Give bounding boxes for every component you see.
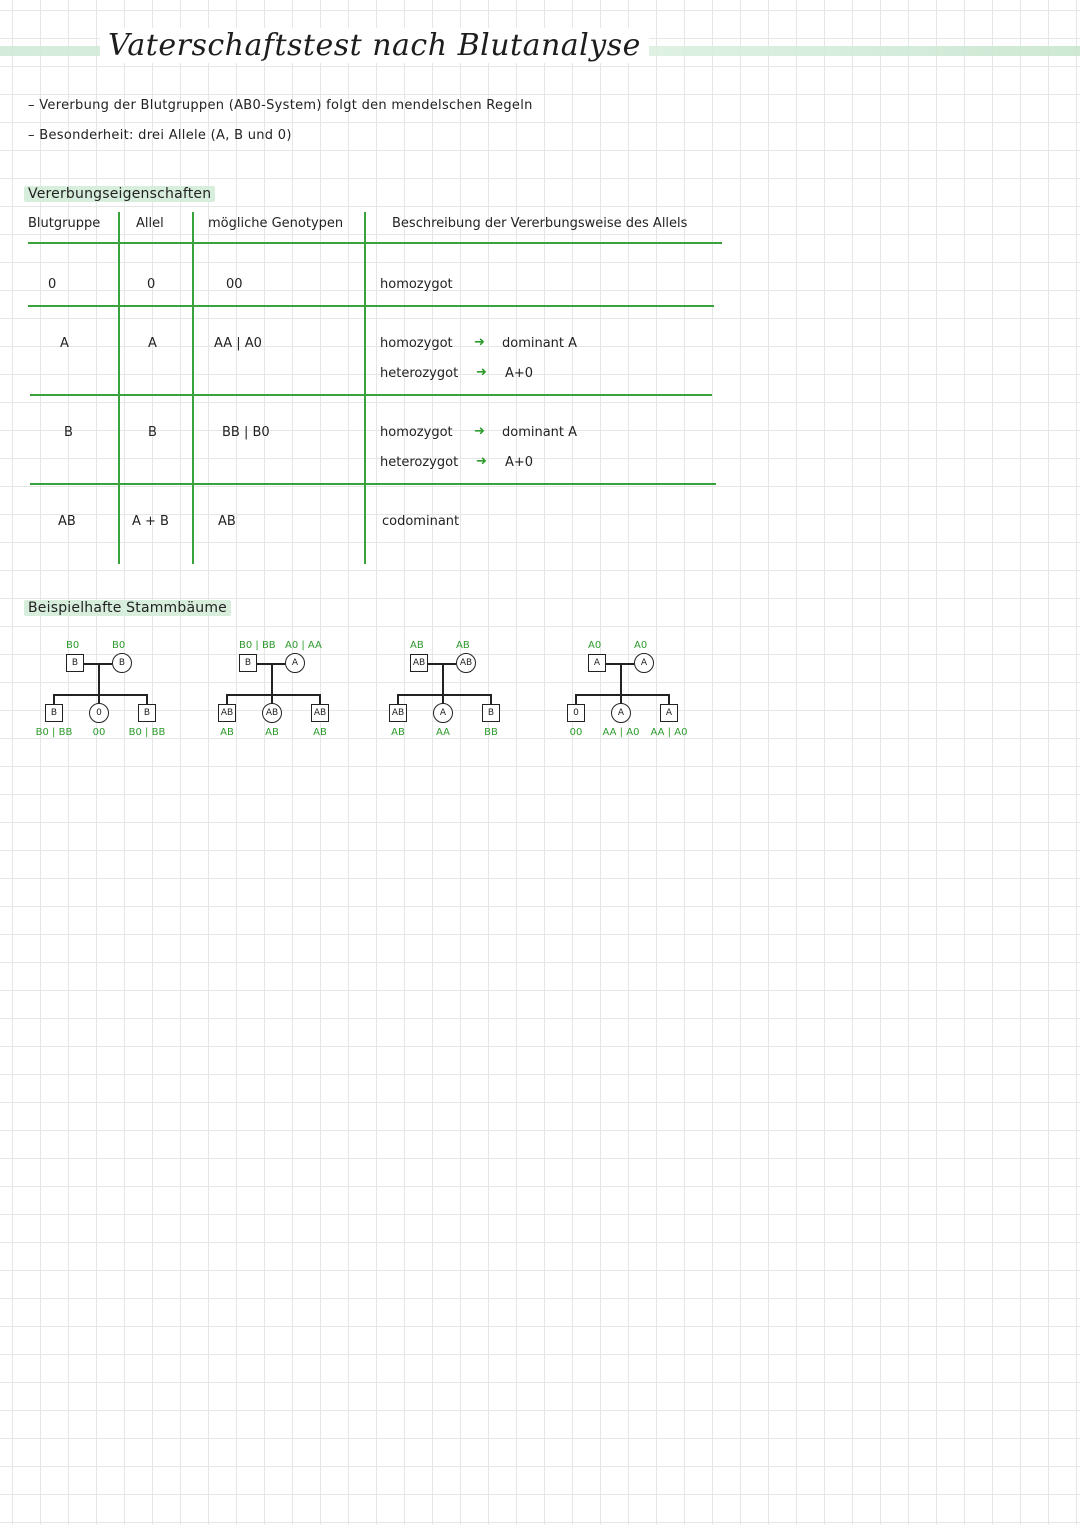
- sibship-line: [397, 694, 491, 696]
- section-heading-stammbaeume: [24, 600, 231, 616]
- row-1-genotyp: AA | A0: [214, 336, 262, 351]
- bullet-2-text: Besonderheit: drei Allele (A, B und 0): [39, 128, 292, 143]
- row-3-genotyp: AB: [218, 514, 236, 529]
- child-1-genotype: AB: [220, 727, 234, 738]
- child-3-square: A: [660, 704, 678, 722]
- table-hline-header: [28, 242, 722, 244]
- section-heading-vererbung: [24, 186, 215, 202]
- mother-symbol: A: [285, 653, 305, 673]
- child-1-square: 0: [567, 704, 585, 722]
- child-3-square: B: [482, 704, 500, 722]
- child-1-square: AB: [389, 704, 407, 722]
- sibship-line: [575, 694, 669, 696]
- table-vline-3: [364, 212, 366, 564]
- header-blutgruppe: Blutgruppe: [28, 216, 101, 231]
- row-2-desc-2-result: A+0: [505, 455, 534, 470]
- child-3-square: AB: [311, 704, 329, 722]
- descent-line: [442, 663, 444, 695]
- father-symbol: B: [239, 654, 257, 672]
- sibship-line: [53, 694, 147, 696]
- child-line: [397, 694, 399, 704]
- row-2-blutgruppe: B: [64, 425, 73, 440]
- bullet-1-text: Vererbung der Blutgruppen (AB0-System) folgt den mendelschen Regeln: [39, 98, 533, 113]
- arrow-icon: ➜: [474, 335, 485, 350]
- row-0-genotyp: 00: [226, 277, 243, 292]
- child-1-square: AB: [218, 704, 236, 722]
- descent-line: [98, 663, 100, 695]
- mother-symbol: B: [112, 653, 132, 673]
- arrow-icon: ➜: [474, 424, 485, 439]
- child-3-genotype: AA | A0: [650, 727, 688, 738]
- bullet-1: – Vererbung der Blutgruppen (AB0-System) folgt den mendelschen Regeln: [28, 98, 533, 113]
- father-genotype: B0 | BB: [239, 640, 276, 651]
- section-heading-vererbung-text: Vererbungseigenschaften: [24, 186, 215, 202]
- row-1-blutgruppe: A: [60, 336, 69, 351]
- father-genotype: AB: [410, 640, 424, 651]
- mother-symbol: A: [634, 653, 654, 673]
- row-1-desc-1: homozygot: [380, 336, 453, 351]
- descent-line: [620, 663, 622, 695]
- header-beschreibung: Beschreibung der Vererbungsweise des Allels: [392, 216, 688, 231]
- arrow-icon: ➜: [476, 454, 487, 469]
- child-2-circle: 0: [89, 703, 109, 723]
- child-line: [146, 694, 148, 704]
- arrow-icon: ➜: [476, 365, 487, 380]
- child-1-genotype: 00: [569, 727, 583, 738]
- row-2-desc-1: homozygot: [380, 425, 453, 440]
- child-1-genotype: B0 | BB: [35, 727, 73, 738]
- page-title: Vaterschaftstest nach Blutanalyse: [100, 28, 649, 63]
- mother-genotype: B0: [112, 640, 126, 651]
- row-2-allel: B: [148, 425, 157, 440]
- table-hline-3: [30, 483, 716, 485]
- child-2-circle: A: [611, 703, 631, 723]
- table-hline-1: [28, 305, 714, 307]
- row-1-allel: A: [148, 336, 157, 351]
- child-3-square: B: [138, 704, 156, 722]
- table-vline-1: [118, 212, 120, 564]
- row-0-desc-1: homozygot: [380, 277, 453, 292]
- child-2-circle: AB: [262, 703, 282, 723]
- sibship-line: [226, 694, 320, 696]
- row-2-desc-2: heterozygot: [380, 455, 459, 470]
- child-1-square: B: [45, 704, 63, 722]
- descent-line: [271, 663, 273, 695]
- father-genotype: A0: [588, 640, 602, 651]
- child-line: [490, 694, 492, 704]
- header-genotypen: mögliche Genotypen: [208, 216, 344, 231]
- child-3-genotype: AB: [313, 727, 327, 738]
- row-0-blutgruppe: 0: [48, 277, 57, 292]
- child-line: [319, 694, 321, 704]
- child-2-genotype: AA | A0: [602, 727, 640, 738]
- child-line: [575, 694, 577, 704]
- row-2-desc-1-result: dominant A: [502, 425, 578, 440]
- father-symbol: AB: [410, 654, 428, 672]
- row-3-allel: A + B: [132, 514, 169, 529]
- row-0-allel: 0: [147, 277, 156, 292]
- father-genotype: B0: [66, 640, 80, 651]
- mother-genotype: A0 | AA: [285, 640, 322, 651]
- child-3-genotype: B0 | BB: [128, 727, 166, 738]
- row-1-desc-2-result: A+0: [505, 366, 534, 381]
- mother-symbol: AB: [456, 653, 476, 673]
- bullet-2: – Besonderheit: drei Allele (A, B und 0): [28, 128, 292, 143]
- mother-genotype: AB: [456, 640, 470, 651]
- child-line: [53, 694, 55, 704]
- table-vline-2: [192, 212, 194, 564]
- header-allel: Allel: [136, 216, 164, 231]
- section-heading-stammbaeume-text: Beispielhafte Stammbäume: [24, 600, 231, 616]
- child-line: [226, 694, 228, 704]
- row-2-genotyp: BB | B0: [222, 425, 270, 440]
- row-1-desc-2: heterozygot: [380, 366, 459, 381]
- row-3-blutgruppe: AB: [58, 514, 76, 529]
- child-3-genotype: BB: [484, 727, 498, 738]
- child-2-circle: A: [433, 703, 453, 723]
- child-2-genotype: 00: [92, 727, 106, 738]
- row-1-desc-1-result: dominant A: [502, 336, 578, 351]
- father-symbol: A: [588, 654, 606, 672]
- child-1-genotype: AB: [391, 727, 405, 738]
- mother-genotype: A0: [634, 640, 648, 651]
- child-2-genotype: AB: [265, 727, 279, 738]
- father-symbol: B: [66, 654, 84, 672]
- child-line: [668, 694, 670, 704]
- child-2-genotype: AA: [436, 727, 450, 738]
- row-3-desc-1: codominant: [382, 514, 460, 529]
- table-hline-2: [30, 394, 712, 396]
